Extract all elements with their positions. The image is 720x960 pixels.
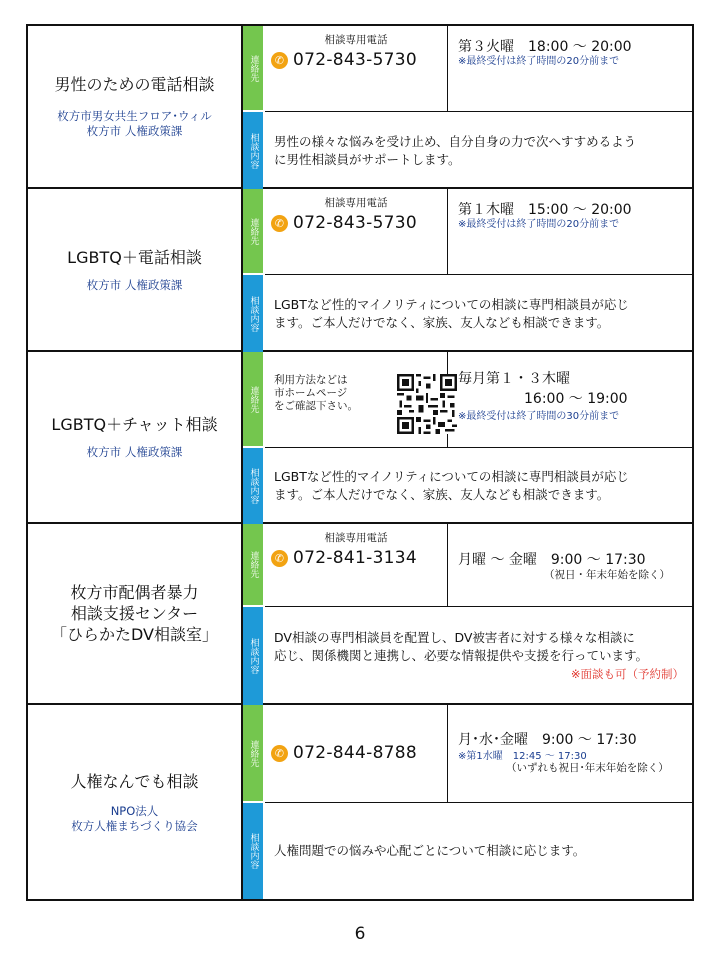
- hours-time: 16:00 ～ 19:00: [524, 391, 628, 407]
- hours: [458, 26, 686, 111]
- entry-title: 男性のための電話相談: [54, 75, 215, 94]
- phone-number: ✆ 072-844-8788: [271, 743, 417, 763]
- phone-icon: ✆: [271, 745, 288, 762]
- description: LGBTなど性的マイノリティについての相談に専門相談員が応じ ます。ご本人だけでなく、家族、友人なども相談できます。: [274, 469, 629, 502]
- contact-info: [265, 189, 692, 275]
- hours-main: 月･水･金曜 9:00 ～ 17:30: [458, 732, 637, 748]
- entry-title: LGBTQ＋チャット相談: [51, 415, 218, 434]
- qr-instructions: 利用方法などは 市ホームページ をご確認下さい。: [274, 374, 358, 412]
- hours-note: ※第1水曜 12:45 ～ 17:30: [458, 751, 587, 762]
- name-cell: [28, 705, 243, 899]
- phone-label: 相談専用電話: [324, 197, 388, 209]
- content-tab: 相談内容: [243, 275, 263, 352]
- phone-box: [265, 524, 448, 606]
- entry-title: 枚方市配偶者暴力 相談支援センター 「ひらかたDV相談室」: [51, 583, 218, 644]
- contact-info: [265, 524, 692, 607]
- contact-info: [265, 705, 692, 803]
- hours-note: ※最終受付は終了時間の30分前まで: [458, 411, 620, 422]
- phone-label: 相談専用電話: [324, 34, 388, 46]
- content-tab: 相談内容: [243, 803, 263, 899]
- hours-main: 毎月第１・３木曜: [458, 371, 570, 387]
- hours-main: 月曜 ～ 金曜 9:00 ～ 17:30: [458, 552, 646, 568]
- hours-main: 第３火曜 18:00 ～ 20:00: [458, 39, 632, 55]
- entry-dv-center: [28, 524, 692, 705]
- phone-box: [265, 189, 448, 274]
- phone-label: 相談専用電話: [324, 532, 388, 544]
- entry-org: 枚方市男女共生フロア･ウィル 枚方市 人権政策課: [57, 109, 212, 138]
- contact-info: [265, 352, 692, 448]
- entry-title: LGBTQ＋電話相談: [67, 247, 202, 267]
- page-number: 6: [354, 924, 366, 944]
- phone-number: ✆ 072-843-5730: [271, 213, 417, 233]
- hours: [458, 524, 686, 606]
- hours-note: ※最終受付は終了時間の20分前まで: [458, 219, 620, 230]
- entry-mens-phone: [28, 26, 692, 189]
- phone-icon: ✆: [271, 52, 288, 69]
- description: DV相談の専門相談員を配置し、DV被害者に対する様々な相談に 応じ、関係機関と連携し、必要な情報提供や支援を行っています。 ※面談も可（予約制）: [274, 630, 684, 681]
- name-cell: [28, 524, 243, 703]
- phone-box: [265, 26, 448, 111]
- qr-code-icon[interactable]: [397, 374, 457, 434]
- entry-org: 枚方市 人権政策課: [86, 277, 183, 292]
- entry-org: NPO法人 枚方人権まちづくり協会: [71, 803, 198, 833]
- description: 人権問題での悩みや心配ごとについて相談に応じます。: [274, 843, 586, 858]
- phone-icon: ✆: [271, 215, 288, 232]
- contact-tab: 連絡先: [243, 189, 263, 273]
- contact-tab: 連絡先: [243, 705, 263, 801]
- qr-box: [265, 352, 448, 447]
- phone-number: ✆ 072-843-5730: [271, 50, 417, 70]
- hours: [458, 352, 686, 447]
- name-cell: [28, 189, 243, 350]
- name-cell: [28, 26, 243, 187]
- content-tab: 相談内容: [243, 112, 263, 189]
- phone-box: [265, 705, 448, 802]
- entry-lgbtq-chat: [28, 352, 692, 524]
- interview-note: ※面談も可（予約制）: [570, 667, 684, 681]
- content-tab: 相談内容: [243, 448, 263, 524]
- phone-icon: ✆: [271, 550, 288, 567]
- hours-main: 第１木曜 15:00 ～ 20:00: [458, 202, 632, 218]
- contact-tab: 連絡先: [243, 352, 263, 446]
- name-cell: [28, 352, 243, 522]
- entry-human-rights: [28, 705, 692, 899]
- entry-org: 枚方市 人権政策課: [86, 445, 183, 459]
- description: LGBTなど性的マイノリティについての相談に専門相談員が応じ ます。ご本人だけでなく、家族、友人なども相談できます。: [274, 296, 629, 330]
- hours-sub: （いずれも祝日･年末年始を除く）: [506, 762, 669, 774]
- phone-number: ✆ 072-841-3134: [271, 548, 417, 568]
- hours-sub: （祝日・年末年始を除く）: [544, 569, 670, 581]
- contact-tab: 連絡先: [243, 26, 263, 110]
- contact-info: [265, 26, 692, 112]
- consultation-table: [26, 24, 694, 901]
- hours-note: ※最終受付は終了時間の20分前まで: [458, 56, 620, 67]
- entry-title: 人権なんでも相談: [70, 771, 199, 791]
- hours: [458, 705, 686, 802]
- hours: [458, 189, 686, 274]
- entry-lgbtq-phone: [28, 189, 692, 352]
- contact-tab: 連絡先: [243, 524, 263, 605]
- content-tab: 相談内容: [243, 607, 263, 705]
- description: 男性の様々な悩みを受け止め、自分自身の力で次へすすめるよう に男性相談員がサポートします。: [274, 133, 637, 167]
